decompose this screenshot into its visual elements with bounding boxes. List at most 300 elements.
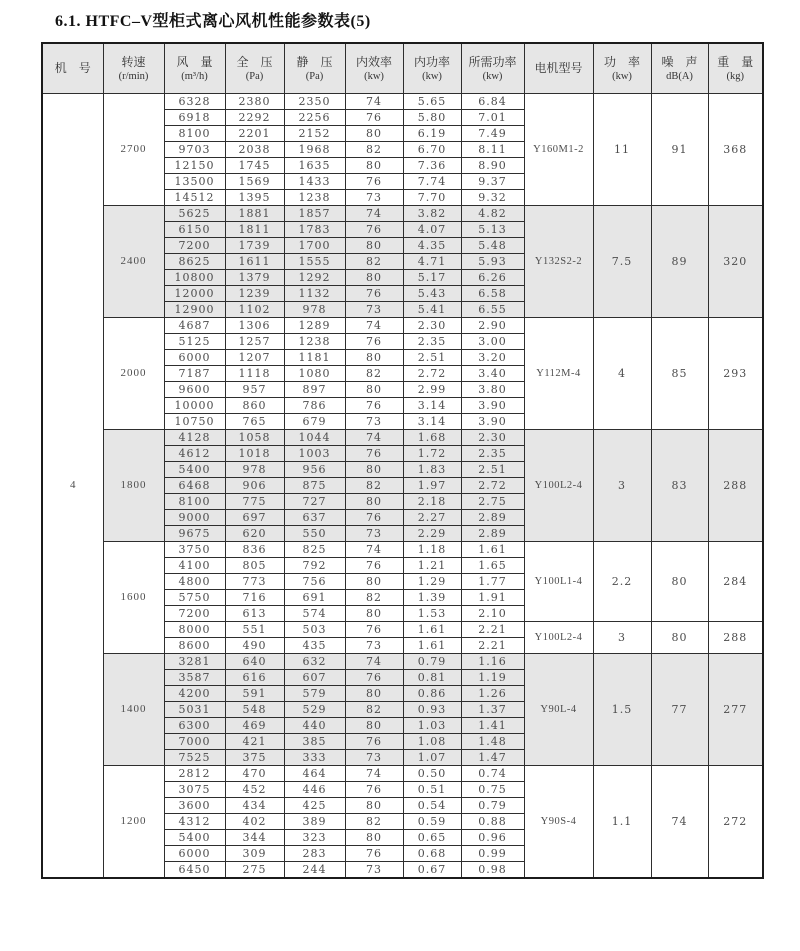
static-pressure-cell: 786 (284, 398, 345, 414)
efficiency-cell: 82 (345, 366, 403, 382)
required-power-cell: 2.51 (461, 462, 524, 478)
efficiency-cell: 74 (345, 766, 403, 782)
static-pressure-cell: 1555 (284, 254, 345, 270)
internal-power-cell: 1.97 (403, 478, 461, 494)
total-pressure-cell: 2292 (225, 110, 284, 126)
column-header: 内效率 (kw) (345, 43, 403, 94)
total-pressure-cell: 620 (225, 526, 284, 542)
airflow-cell: 10750 (164, 414, 225, 430)
airflow-cell: 3600 (164, 798, 225, 814)
efficiency-cell: 82 (345, 478, 403, 494)
airflow-cell: 3587 (164, 670, 225, 686)
required-power-cell: 6.26 (461, 270, 524, 286)
internal-power-cell: 3.82 (403, 206, 461, 222)
header-row (42, 43, 763, 94)
total-pressure-cell: 2038 (225, 142, 284, 158)
total-pressure-cell: 452 (225, 782, 284, 798)
total-pressure-cell: 906 (225, 478, 284, 494)
efficiency-cell: 74 (345, 654, 403, 670)
total-pressure-cell: 1739 (225, 238, 284, 254)
internal-power-cell: 1.21 (403, 558, 461, 574)
internal-power-cell: 6.19 (403, 126, 461, 142)
airflow-cell: 6300 (164, 718, 225, 734)
total-pressure-cell: 344 (225, 830, 284, 846)
total-pressure-cell: 1058 (225, 430, 284, 446)
total-pressure-cell: 697 (225, 510, 284, 526)
noise-cell: 80 (651, 622, 708, 654)
airflow-cell: 4612 (164, 446, 225, 462)
weight-cell: 293 (708, 318, 763, 430)
total-pressure-cell: 616 (225, 670, 284, 686)
speed-cell: 2000 (103, 318, 164, 430)
internal-power-cell: 0.54 (403, 798, 461, 814)
column-header: 内功率 (kw) (403, 43, 461, 94)
internal-power-cell: 1.07 (403, 750, 461, 766)
speed-cell: 1200 (103, 766, 164, 879)
total-pressure-cell: 1395 (225, 190, 284, 206)
static-pressure-cell: 637 (284, 510, 345, 526)
efficiency-cell: 80 (345, 686, 403, 702)
internal-power-cell: 3.14 (403, 414, 461, 430)
internal-power-cell: 0.59 (403, 814, 461, 830)
static-pressure-cell: 792 (284, 558, 345, 574)
airflow-cell: 3075 (164, 782, 225, 798)
total-pressure-cell: 469 (225, 718, 284, 734)
total-pressure-cell: 836 (225, 542, 284, 558)
efficiency-cell: 80 (345, 830, 403, 846)
efficiency-cell: 74 (345, 430, 403, 446)
airflow-cell: 9000 (164, 510, 225, 526)
static-pressure-cell: 1635 (284, 158, 345, 174)
airflow-cell: 6918 (164, 110, 225, 126)
efficiency-cell: 73 (345, 302, 403, 318)
airflow-cell: 4800 (164, 574, 225, 590)
motor-model-cell: Y90L-4 (524, 654, 593, 766)
internal-power-cell: 1.08 (403, 734, 461, 750)
efficiency-cell: 74 (345, 542, 403, 558)
internal-power-cell: 4.71 (403, 254, 461, 270)
efficiency-cell: 76 (345, 286, 403, 302)
required-power-cell: 3.90 (461, 398, 524, 414)
efficiency-cell: 80 (345, 158, 403, 174)
airflow-cell: 5400 (164, 830, 225, 846)
total-pressure-cell: 1257 (225, 334, 284, 350)
static-pressure-cell: 1238 (284, 334, 345, 350)
total-pressure-cell: 716 (225, 590, 284, 606)
required-power-cell: 3.90 (461, 414, 524, 430)
required-power-cell: 2.90 (461, 318, 524, 334)
efficiency-cell: 76 (345, 846, 403, 862)
efficiency-cell: 76 (345, 398, 403, 414)
static-pressure-cell: 503 (284, 622, 345, 638)
static-pressure-cell: 2152 (284, 126, 345, 142)
internal-power-cell: 2.18 (403, 494, 461, 510)
table-row (42, 542, 763, 558)
efficiency-cell: 82 (345, 702, 403, 718)
static-pressure-cell: 897 (284, 382, 345, 398)
column-header: 转速 (r/min) (103, 43, 164, 94)
internal-power-cell: 1.03 (403, 718, 461, 734)
total-pressure-cell: 765 (225, 414, 284, 430)
airflow-cell: 5125 (164, 334, 225, 350)
static-pressure-cell: 1700 (284, 238, 345, 254)
efficiency-cell: 80 (345, 126, 403, 142)
efficiency-cell: 80 (345, 574, 403, 590)
efficiency-cell: 80 (345, 462, 403, 478)
total-pressure-cell: 1018 (225, 446, 284, 462)
efficiency-cell: 74 (345, 206, 403, 222)
static-pressure-cell: 529 (284, 702, 345, 718)
internal-power-cell: 1.29 (403, 574, 461, 590)
static-pressure-cell: 440 (284, 718, 345, 734)
internal-power-cell: 1.61 (403, 638, 461, 654)
airflow-cell: 8625 (164, 254, 225, 270)
total-pressure-cell: 860 (225, 398, 284, 414)
weight-cell: 288 (708, 430, 763, 542)
static-pressure-cell: 1857 (284, 206, 345, 222)
airflow-cell: 5400 (164, 462, 225, 478)
static-pressure-cell: 389 (284, 814, 345, 830)
motor-model-cell: Y160M1-2 (524, 94, 593, 206)
airflow-cell: 4100 (164, 558, 225, 574)
total-pressure-cell: 613 (225, 606, 284, 622)
airflow-cell: 6328 (164, 94, 225, 110)
static-pressure-cell: 691 (284, 590, 345, 606)
required-power-cell: 2.72 (461, 478, 524, 494)
efficiency-cell: 80 (345, 350, 403, 366)
noise-cell: 85 (651, 318, 708, 430)
total-pressure-cell: 1118 (225, 366, 284, 382)
efficiency-cell: 73 (345, 750, 403, 766)
table-row (42, 654, 763, 670)
internal-power-cell: 3.14 (403, 398, 461, 414)
total-pressure-cell: 2201 (225, 126, 284, 142)
airflow-cell: 6450 (164, 862, 225, 879)
weight-cell: 284 (708, 542, 763, 622)
internal-power-cell: 1.68 (403, 430, 461, 446)
weight-cell: 277 (708, 654, 763, 766)
static-pressure-cell: 579 (284, 686, 345, 702)
total-pressure-cell: 1811 (225, 222, 284, 238)
efficiency-cell: 76 (345, 622, 403, 638)
static-pressure-cell: 875 (284, 478, 345, 494)
airflow-cell: 9703 (164, 142, 225, 158)
required-power-cell: 5.93 (461, 254, 524, 270)
performance-table (41, 42, 764, 879)
total-pressure-cell: 470 (225, 766, 284, 782)
efficiency-cell: 80 (345, 798, 403, 814)
internal-power-cell: 0.65 (403, 830, 461, 846)
total-pressure-cell: 1745 (225, 158, 284, 174)
required-power-cell: 2.35 (461, 446, 524, 462)
required-power-cell: 0.74 (461, 766, 524, 782)
total-pressure-cell: 1102 (225, 302, 284, 318)
efficiency-cell: 76 (345, 446, 403, 462)
table-row (42, 94, 763, 110)
efficiency-cell: 80 (345, 382, 403, 398)
required-power-cell: 1.47 (461, 750, 524, 766)
total-pressure-cell: 1611 (225, 254, 284, 270)
required-power-cell: 1.26 (461, 686, 524, 702)
internal-power-cell: 2.30 (403, 318, 461, 334)
required-power-cell: 0.75 (461, 782, 524, 798)
table-row (42, 766, 763, 782)
internal-power-cell: 2.35 (403, 334, 461, 350)
total-pressure-cell: 957 (225, 382, 284, 398)
efficiency-cell: 76 (345, 510, 403, 526)
airflow-cell: 7525 (164, 750, 225, 766)
internal-power-cell: 5.17 (403, 270, 461, 286)
efficiency-cell: 82 (345, 814, 403, 830)
internal-power-cell: 5.65 (403, 94, 461, 110)
internal-power-cell: 0.67 (403, 862, 461, 879)
efficiency-cell: 82 (345, 590, 403, 606)
total-pressure-cell: 1881 (225, 206, 284, 222)
efficiency-cell: 80 (345, 606, 403, 622)
required-power-cell: 3.20 (461, 350, 524, 366)
table-row (42, 206, 763, 222)
required-power-cell: 2.21 (461, 622, 524, 638)
total-pressure-cell: 548 (225, 702, 284, 718)
static-pressure-cell: 283 (284, 846, 345, 862)
airflow-cell: 5750 (164, 590, 225, 606)
internal-power-cell: 6.70 (403, 142, 461, 158)
total-pressure-cell: 490 (225, 638, 284, 654)
static-pressure-cell: 333 (284, 750, 345, 766)
internal-power-cell: 1.83 (403, 462, 461, 478)
motor-power-cell: 3 (593, 430, 651, 542)
efficiency-cell: 80 (345, 238, 403, 254)
required-power-cell: 6.58 (461, 286, 524, 302)
required-power-cell: 5.13 (461, 222, 524, 238)
airflow-cell: 13500 (164, 174, 225, 190)
internal-power-cell: 5.41 (403, 302, 461, 318)
internal-power-cell: 7.70 (403, 190, 461, 206)
motor-model-cell: Y132S2-2 (524, 206, 593, 318)
total-pressure-cell: 805 (225, 558, 284, 574)
total-pressure-cell: 275 (225, 862, 284, 879)
internal-power-cell: 0.81 (403, 670, 461, 686)
speed-cell: 1600 (103, 542, 164, 654)
internal-power-cell: 2.27 (403, 510, 461, 526)
machine-no-cell: 4 (42, 94, 103, 879)
total-pressure-cell: 1569 (225, 174, 284, 190)
motor-power-cell: 7.5 (593, 206, 651, 318)
airflow-cell: 10800 (164, 270, 225, 286)
weight-cell: 320 (708, 206, 763, 318)
required-power-cell: 3.00 (461, 334, 524, 350)
total-pressure-cell: 309 (225, 846, 284, 862)
internal-power-cell: 2.72 (403, 366, 461, 382)
static-pressure-cell: 2350 (284, 94, 345, 110)
airflow-cell: 4687 (164, 318, 225, 334)
static-pressure-cell: 756 (284, 574, 345, 590)
weight-cell: 368 (708, 94, 763, 206)
efficiency-cell: 76 (345, 670, 403, 686)
motor-power-cell: 2.2 (593, 542, 651, 622)
airflow-cell: 2812 (164, 766, 225, 782)
total-pressure-cell: 591 (225, 686, 284, 702)
required-power-cell: 6.55 (461, 302, 524, 318)
required-power-cell: 1.16 (461, 654, 524, 670)
motor-model-cell: Y90S-4 (524, 766, 593, 879)
required-power-cell: 2.30 (461, 430, 524, 446)
airflow-cell: 12000 (164, 286, 225, 302)
required-power-cell: 9.37 (461, 174, 524, 190)
required-power-cell: 1.41 (461, 718, 524, 734)
required-power-cell: 8.90 (461, 158, 524, 174)
internal-power-cell: 5.43 (403, 286, 461, 302)
airflow-cell: 6468 (164, 478, 225, 494)
static-pressure-cell: 1181 (284, 350, 345, 366)
static-pressure-cell: 425 (284, 798, 345, 814)
motor-model-cell: Y112M-4 (524, 318, 593, 430)
internal-power-cell: 2.29 (403, 526, 461, 542)
efficiency-cell: 73 (345, 862, 403, 879)
weight-cell: 288 (708, 622, 763, 654)
efficiency-cell: 76 (345, 222, 403, 238)
column-header: 全 压 (Pa) (225, 43, 284, 94)
table-row (42, 318, 763, 334)
internal-power-cell: 1.18 (403, 542, 461, 558)
static-pressure-cell: 323 (284, 830, 345, 846)
airflow-cell: 6000 (164, 350, 225, 366)
required-power-cell: 1.19 (461, 670, 524, 686)
motor-model-cell: Y100L1-4 (524, 542, 593, 622)
static-pressure-cell: 1003 (284, 446, 345, 462)
required-power-cell: 6.84 (461, 94, 524, 110)
total-pressure-cell: 375 (225, 750, 284, 766)
motor-power-cell: 1.5 (593, 654, 651, 766)
internal-power-cell: 0.68 (403, 846, 461, 862)
efficiency-cell: 74 (345, 318, 403, 334)
required-power-cell: 2.21 (461, 638, 524, 654)
airflow-cell: 6150 (164, 222, 225, 238)
efficiency-cell: 76 (345, 782, 403, 798)
airflow-cell: 12900 (164, 302, 225, 318)
speed-cell: 2400 (103, 206, 164, 318)
static-pressure-cell: 679 (284, 414, 345, 430)
column-header: 风 量 (m³/h) (164, 43, 225, 94)
internal-power-cell: 1.61 (403, 622, 461, 638)
airflow-cell: 6000 (164, 846, 225, 862)
airflow-cell: 5031 (164, 702, 225, 718)
airflow-cell: 7000 (164, 734, 225, 750)
efficiency-cell: 80 (345, 718, 403, 734)
internal-power-cell: 5.80 (403, 110, 461, 126)
required-power-cell: 7.01 (461, 110, 524, 126)
speed-cell: 1800 (103, 430, 164, 542)
efficiency-cell: 73 (345, 414, 403, 430)
static-pressure-cell: 2256 (284, 110, 345, 126)
column-header: 静 压 (Pa) (284, 43, 345, 94)
required-power-cell: 1.48 (461, 734, 524, 750)
airflow-cell: 8600 (164, 638, 225, 654)
required-power-cell: 2.89 (461, 526, 524, 542)
airflow-cell: 3281 (164, 654, 225, 670)
page-title: 6.1. HTFC–V型柜式离心风机性能参数表(5) (55, 13, 371, 30)
internal-power-cell: 0.50 (403, 766, 461, 782)
static-pressure-cell: 727 (284, 494, 345, 510)
efficiency-cell: 76 (345, 174, 403, 190)
internal-power-cell: 7.74 (403, 174, 461, 190)
noise-cell: 89 (651, 206, 708, 318)
static-pressure-cell: 632 (284, 654, 345, 670)
airflow-cell: 4128 (164, 430, 225, 446)
static-pressure-cell: 1044 (284, 430, 345, 446)
speed-cell: 1400 (103, 654, 164, 766)
static-pressure-cell: 1968 (284, 142, 345, 158)
motor-power-cell: 3 (593, 622, 651, 654)
internal-power-cell: 1.72 (403, 446, 461, 462)
airflow-cell: 12150 (164, 158, 225, 174)
static-pressure-cell: 550 (284, 526, 345, 542)
internal-power-cell: 0.79 (403, 654, 461, 670)
required-power-cell: 8.11 (461, 142, 524, 158)
noise-cell: 91 (651, 94, 708, 206)
required-power-cell: 7.49 (461, 126, 524, 142)
required-power-cell: 1.77 (461, 574, 524, 590)
noise-cell: 74 (651, 766, 708, 879)
airflow-cell: 10000 (164, 398, 225, 414)
motor-power-cell: 1.1 (593, 766, 651, 879)
column-header: 重 量 (kg) (708, 43, 763, 94)
table-row (42, 430, 763, 446)
internal-power-cell: 4.07 (403, 222, 461, 238)
static-pressure-cell: 607 (284, 670, 345, 686)
internal-power-cell: 7.36 (403, 158, 461, 174)
airflow-cell: 8100 (164, 126, 225, 142)
required-power-cell: 1.91 (461, 590, 524, 606)
efficiency-cell: 80 (345, 270, 403, 286)
internal-power-cell: 0.51 (403, 782, 461, 798)
total-pressure-cell: 775 (225, 494, 284, 510)
airflow-cell: 3750 (164, 542, 225, 558)
motor-model-cell: Y100L2-4 (524, 430, 593, 542)
noise-cell: 77 (651, 654, 708, 766)
static-pressure-cell: 1292 (284, 270, 345, 286)
weight-cell: 272 (708, 766, 763, 879)
efficiency-cell: 73 (345, 190, 403, 206)
total-pressure-cell: 1239 (225, 286, 284, 302)
total-pressure-cell: 421 (225, 734, 284, 750)
efficiency-cell: 74 (345, 94, 403, 110)
column-header: 功 率 (kw) (593, 43, 651, 94)
required-power-cell: 0.98 (461, 862, 524, 879)
efficiency-cell: 80 (345, 494, 403, 510)
efficiency-cell: 76 (345, 734, 403, 750)
total-pressure-cell: 1306 (225, 318, 284, 334)
internal-power-cell: 2.51 (403, 350, 461, 366)
airflow-cell: 8000 (164, 622, 225, 638)
total-pressure-cell: 978 (225, 462, 284, 478)
internal-power-cell: 2.99 (403, 382, 461, 398)
total-pressure-cell: 2380 (225, 94, 284, 110)
airflow-cell: 7187 (164, 366, 225, 382)
required-power-cell: 5.48 (461, 238, 524, 254)
column-header: 电机型号 (524, 43, 593, 94)
static-pressure-cell: 1783 (284, 222, 345, 238)
airflow-cell: 14512 (164, 190, 225, 206)
total-pressure-cell: 1379 (225, 270, 284, 286)
static-pressure-cell: 1433 (284, 174, 345, 190)
airflow-cell: 5625 (164, 206, 225, 222)
required-power-cell: 2.75 (461, 494, 524, 510)
static-pressure-cell: 446 (284, 782, 345, 798)
airflow-cell: 9600 (164, 382, 225, 398)
airflow-cell: 4312 (164, 814, 225, 830)
static-pressure-cell: 385 (284, 734, 345, 750)
